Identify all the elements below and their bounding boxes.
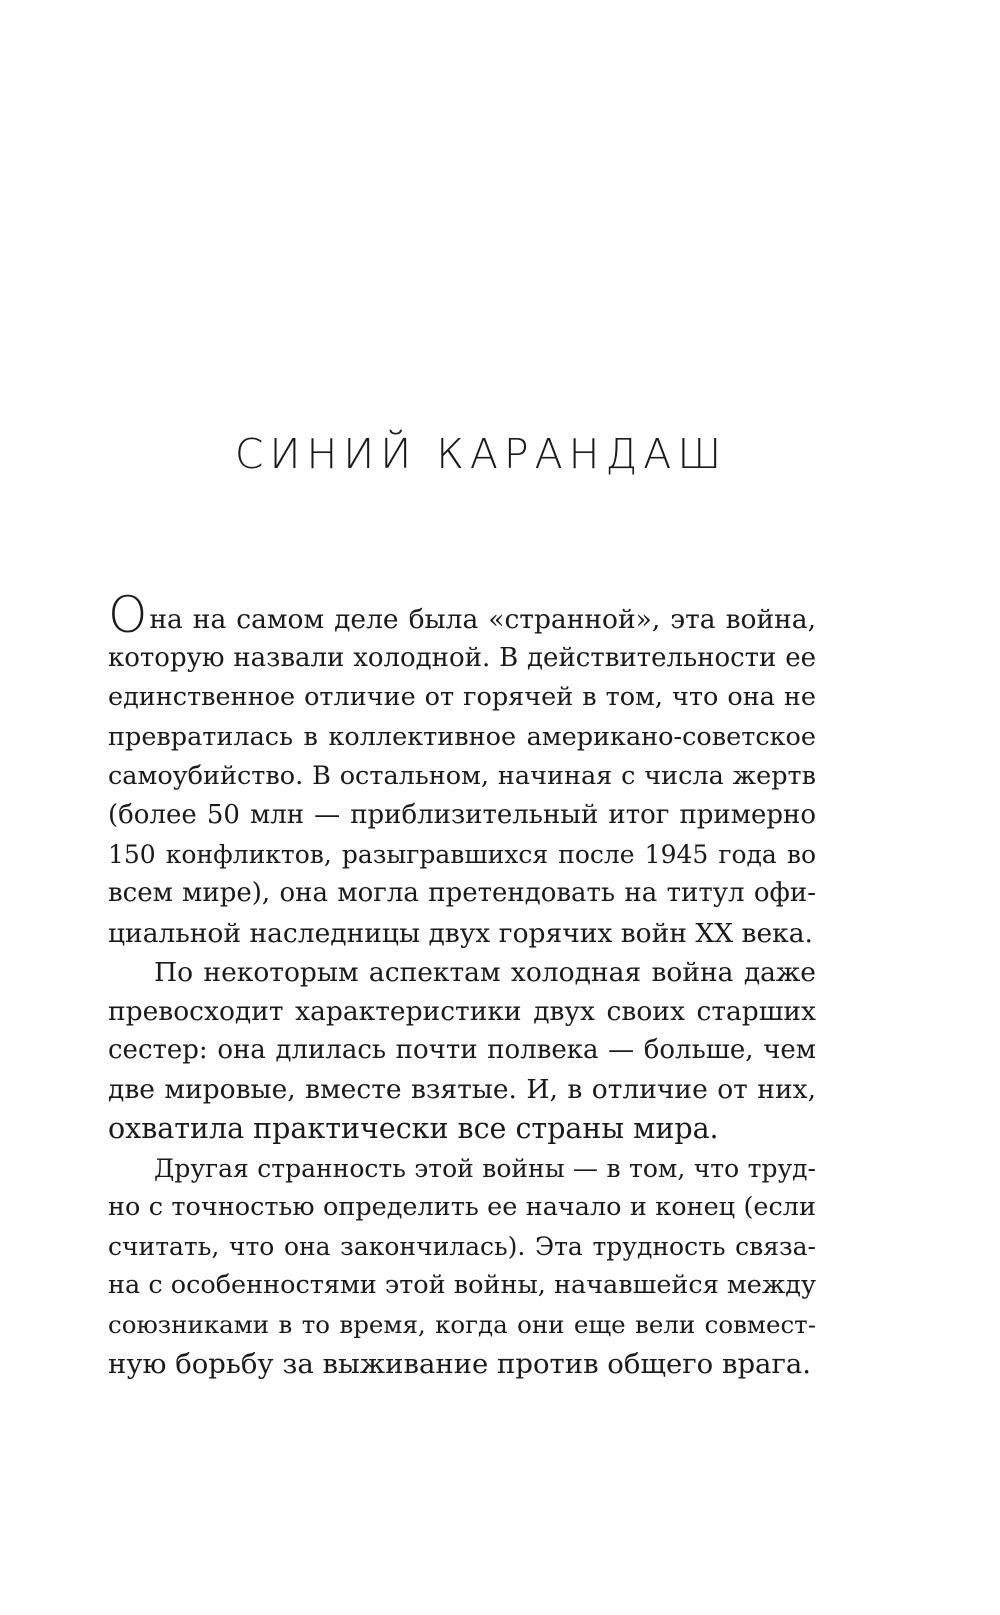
text-line: всем мире), она могла претендовать на титул офи-	[108, 878, 816, 909]
text-line: но с точностью определить ее начало и конец (если	[108, 1191, 816, 1222]
text-line: циальной наследницы двух горячих войн XX века.	[108, 917, 813, 949]
text-line: на с особенностями этой войны, начавшейся между	[108, 1270, 816, 1301]
drop-cap: О	[108, 586, 148, 644]
text-line: союзниками в то время, когда они еще вели совмест-	[108, 1310, 816, 1340]
text-line: единственное отличие от горячей в том, что она не	[108, 682, 816, 713]
text-line: считать, что она закончилась). Эта трудность связа-	[108, 1232, 816, 1261]
body-text	[108, 586, 816, 1384]
paragraph-2	[108, 953, 816, 1149]
chapter-title: СИНИЙ КАРАНДАШ	[234, 430, 728, 478]
first-line-rest: на на самом деле была «странной», эта война,	[149, 604, 816, 635]
text-line: превосходит характеристики двух своих старших	[108, 995, 816, 1027]
text-line	[108, 586, 816, 644]
text-line: (более 50 млн — приблизительный итог примерно	[108, 799, 816, 830]
text-line: которую назвали холодной. В действительности ее	[108, 643, 816, 674]
text-line: охватила практически все страны мира.	[108, 1112, 719, 1146]
text-line: самоубийство. В остальном, начиная с числа жертв	[108, 760, 816, 791]
text-line: ную борьбу за выживание против общего врага.	[108, 1347, 811, 1380]
text-line: По некоторым аспектам холодная война даже	[154, 956, 816, 988]
text-line: две мировые, вместе взятые. И, в отличие от них,	[108, 1074, 816, 1106]
text-line: сестер: она длилась почти полвека — больше, чем	[108, 1035, 816, 1066]
paragraph-1	[108, 586, 816, 953]
text-line: 150 конфликтов, разыгравшихся после 1945 года во	[108, 840, 816, 870]
text-line: превратилась в коллективное американо-советское	[108, 721, 816, 752]
text-line: Другая странность этой войны — в том, что труд-	[154, 1153, 816, 1183]
paragraph-3	[108, 1149, 816, 1384]
